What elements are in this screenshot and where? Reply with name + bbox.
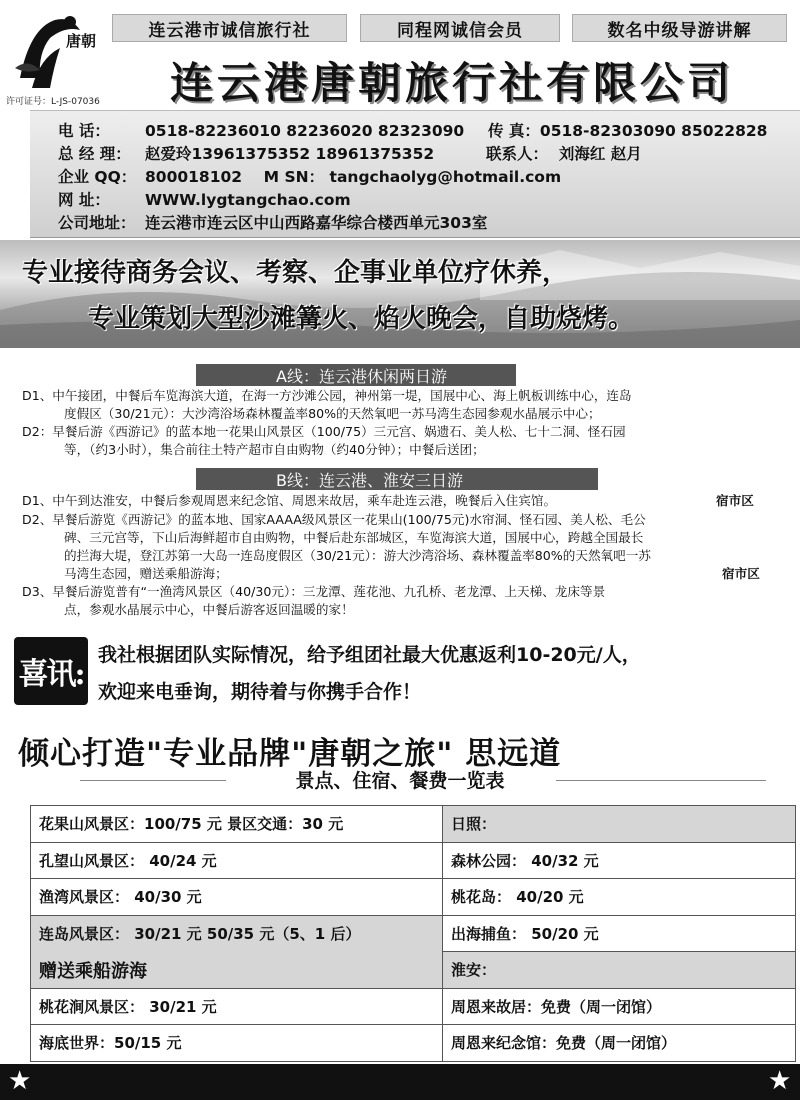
table-row [31,915,796,952]
table-cell: 海底世界：50/15 元 [31,1025,443,1062]
route-b-line: D1、中午到达淮安，中餐后参观周恩来纪念馆、周恩来故居，乘车赴连云港，晚餐后入住宾馆。 [22,493,557,508]
table-cell: 周恩来故居：免费（周一闭馆） [443,988,796,1025]
promo-line-1: 我社根据团队实际情况，给予组团社最大优惠返利10-20元/人， [98,644,641,666]
contact-block [30,110,800,238]
slogan: 倾心打造"专业品牌"唐朝之旅" 思远道 [18,736,562,772]
table-cell: 赠送乘船游海 [31,952,443,989]
phone-label: 电 话： [58,122,110,140]
route-a-title: A线：连云港休闲两日游 [196,364,516,386]
table-cell: 桃花涧风景区： 30/21 元 [31,988,443,1025]
phone-row [58,119,464,141]
web-row [58,188,351,210]
route-b-line: 马湾生态园，赠送乘船游海； [64,566,228,581]
table-cell: 出海捕鱼： 50/20 元 [443,915,796,952]
table-cell: 周恩来纪念馆：免费（周一闭馆） [443,1025,796,1062]
table-row [31,806,796,843]
license-number: 许可证号：L-JS-07036 [6,97,100,107]
qq-value: 800018102 [145,168,243,186]
services-banner [0,240,800,348]
fax-value: 0518-82303090 85022828 [539,122,768,140]
banner-line-2: 专业策划大型沙滩篝火、焰火晚会，自助烧烤。 [88,304,635,334]
table-row [31,952,796,989]
contact-person-row [486,142,642,164]
table-row [31,879,796,916]
route-b-stay: 宿市区 [716,493,754,508]
tag-credit-agency: 连云港市诚信旅行社 [112,14,347,42]
route-b-line: D2、早餐后游览《西游记》的蓝本地、国家AAAA级风景区一花果山(100/75元)水帘洞、怪石园、美人松、毛公 [22,512,646,527]
footer-bar [0,1064,800,1100]
star-icon: ★ [768,1066,792,1096]
star-icon: ★ [8,1066,32,1096]
route-a-line: D1、中午接团，中餐后车览海滨大道，在海一方沙滩公园，神州第一堤，国展中心、海上帆板训练中心，连岛 [22,388,632,403]
route-b-stay: 宿市区 [722,566,760,581]
promo-badge: 喜讯: [14,637,88,705]
route-b-line: 点，参观水晶展示中心，中餐后游客返回温暖的家！ [64,602,354,617]
route-a-line: D2：早餐后游《西游记》的蓝本地一花果山风景区（100/75）三元宫、娲遗石、美人松、七十二洞、怪石园 [22,424,626,439]
address-label: 公司地址： [58,214,136,232]
tag-guides: 数名中级导游讲解 [572,14,787,42]
qq-row [58,165,561,187]
msn-label: M SN： [263,168,325,186]
table-cell: 淮安： [443,952,796,989]
table-row [31,988,796,1025]
tag-tongcheng-member: 同程网诚信会员 [360,14,560,42]
table-cell: 日照： [443,806,796,843]
contact-person-label: 联系人： [486,145,549,163]
route-b-line: 的拦海大堤，登江苏第一大岛一连岛度假区（30/21元）：游大沙湾浴场、森林覆盖率80%的天然氧吧一苏 [64,548,651,563]
address-row [58,211,487,233]
route-a-line: 度假区（30/21元）：大沙湾浴场森林覆盖率80%的天然氧吧一苏马湾生态园参观水晶展示中心； [64,406,601,421]
table-row [31,842,796,879]
fax-row [488,119,767,141]
table-cell: 渔湾风景区： 40/30 元 [31,879,443,916]
manager-value: 赵爱玲13961375352 18961375352 [145,145,435,163]
web-label: 网 址： [58,191,110,209]
logo-text: 唐朝 [66,32,97,50]
fax-label: 传 真： [488,122,540,140]
phone-value: 0518-82236010 82236020 82323090 [145,122,465,140]
qq-label: 企业 QQ： [58,168,137,186]
address-value: 连云港市连云区中山西路嘉华综合楼西单元303室 [145,214,488,232]
msn-value: tangchaolyg@hotmail.com [329,168,562,186]
price-table [30,805,796,1062]
route-b-line: 碑、三元宫等，下山后海鲜超市自由购物，中餐后赴东部城区，车览海滨大道，国展中心，跨越全国最长 [64,530,644,545]
table-cell: 孔望山风景区： 40/24 元 [31,842,443,879]
promo-line-2: 欢迎来电垂询，期待着与你携手合作！ [98,681,422,703]
table-cell: 桃花岛： 40/20 元 [443,879,796,916]
table-row [31,1025,796,1062]
route-a-line: 等，（约3小时），集合前往土特产超市自由购物（约40分钟）；中餐后送团； [64,442,485,457]
table-cell: 森林公园： 40/32 元 [443,842,796,879]
table-cell: 连岛风景区： 30/21 元 50/35 元（5、1 后） [31,915,443,952]
route-b-line: D3、早餐后游览普有“一渔湾风景区（40/30元）：三龙潭、莲花池、九孔桥、老龙潭、上天梯、龙床等景 [22,584,606,599]
manager-row [58,142,434,164]
route-b-title: B线：连云港、淮安三日游 [196,468,598,490]
company-logo [10,8,102,96]
banner-line-1: 专业接待商务会议、考察、企事业单位疗休养， [22,258,569,288]
web-value: WWW.lygtangchao.com [145,191,351,209]
table-cell: 花果山风景区：100/75 元 景区交通：30 元 [31,806,443,843]
company-name: 连云港唐朝旅行社有限公司 [170,59,734,109]
manager-label: 总 经 理： [58,145,131,163]
table-title: 景点、住宿、餐费一览表 [295,770,505,792]
contact-person-value: 刘海红 赵月 [558,145,642,163]
